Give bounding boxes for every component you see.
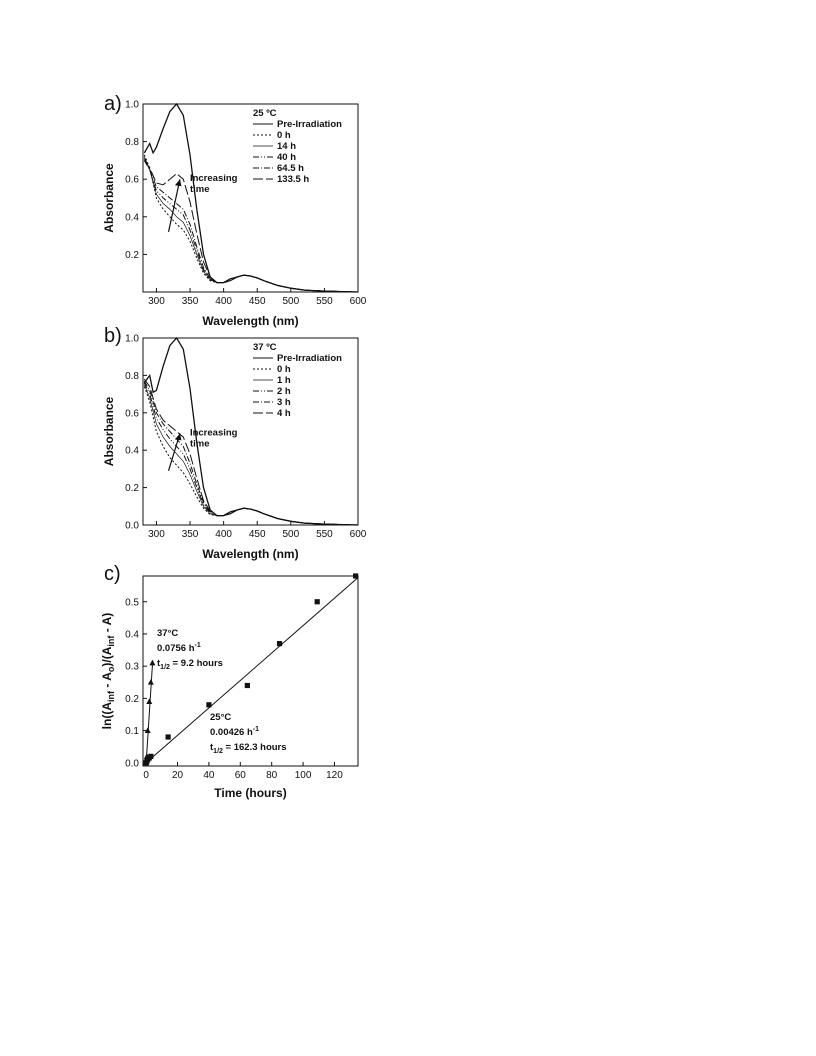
- legend-label: Pre-Irradiation: [277, 353, 342, 364]
- y-axis-title-part: ln((A: [100, 701, 114, 730]
- x-tick-label: 550: [316, 529, 333, 540]
- series-label-half-life: $t_{1/2} = 9.2$ hours: [157, 658, 223, 671]
- data-point-square: [353, 573, 358, 578]
- data-point-square: [166, 734, 171, 739]
- data-point-square: [277, 641, 282, 646]
- x-tick-label: 350: [181, 296, 199, 307]
- panel-b-absorbance-37c: [102, 325, 367, 561]
- y-axis-title-subscript: inf: [106, 690, 116, 702]
- series-line: [144, 385, 358, 525]
- legend-title: 25 ºC: [253, 108, 277, 119]
- y-axis-title: [100, 613, 116, 730]
- arrow-head: [175, 179, 182, 186]
- annotation-line2: time: [189, 184, 210, 196]
- half-life-subscript: 1/2: [160, 664, 170, 671]
- panel-a-absorbance-25c: [102, 93, 367, 328]
- x-tick-label: 80: [266, 770, 278, 781]
- x-tick-label: 0: [143, 770, 149, 781]
- fit-line: [146, 660, 153, 762]
- x-tick-label: 450: [248, 296, 266, 307]
- series-label-rate: 0.0756 $h^{-1}$: [157, 642, 201, 654]
- series-line: [144, 338, 358, 525]
- data-point-square: [315, 599, 320, 604]
- data-point-square: [206, 702, 211, 707]
- series-line: [144, 379, 358, 525]
- y-axis-title-subscript: o: [106, 666, 116, 673]
- y-tick-label: 0.4: [125, 445, 139, 457]
- series-label-half-life: $t_{1/2} = 162.3$ hours: [210, 742, 287, 755]
- y-axis-title-part: - A: [100, 672, 114, 691]
- x-tick-label: 20: [171, 770, 184, 781]
- x-axis-title: Wavelength (nm): [202, 547, 299, 561]
- legend-label: 3 h: [277, 397, 291, 408]
- annotation-line1: Increasing: [189, 173, 238, 185]
- y-tick-label: 0.0: [125, 758, 139, 770]
- x-tick-label: 40: [203, 770, 215, 781]
- x-tick-label: 550: [316, 296, 333, 307]
- data-point-triangle: [146, 698, 152, 704]
- panel-c-kinetics-plot: [100, 563, 358, 800]
- x-tick-label: 300: [148, 296, 165, 307]
- x-tick-label: 120: [326, 770, 343, 781]
- legend-label: 2 h: [277, 386, 291, 397]
- data-point-triangle: [148, 679, 154, 685]
- panel-letter: b): [104, 325, 122, 347]
- y-tick-label: 1.0: [125, 99, 139, 111]
- annotation-line1: Increasing: [189, 427, 238, 439]
- y-tick-label: 0.8: [125, 137, 139, 149]
- data-point-square: [245, 683, 250, 688]
- x-tick-label: 450: [248, 529, 266, 540]
- series-line: [144, 160, 358, 292]
- legend-label: 0 h: [277, 364, 291, 375]
- y-tick-label: 0.6: [125, 408, 139, 420]
- rate-unit-superscript: -1: [194, 642, 201, 649]
- plot-frame: [143, 104, 358, 292]
- y-tick-label: 0.8: [125, 370, 139, 382]
- panel-letter: a): [104, 93, 122, 115]
- legend-label: 0 h: [277, 130, 291, 141]
- y-axis-title: Absorbance: [102, 163, 116, 233]
- panel-letter: c): [104, 563, 121, 585]
- series-line: [144, 159, 358, 293]
- x-axis-title: Time (hours): [214, 786, 287, 800]
- x-tick-label: 500: [282, 529, 300, 540]
- series-line: [144, 381, 358, 525]
- y-axis-title-part: - A): [100, 612, 114, 636]
- x-tick-label: 600: [349, 529, 367, 540]
- half-life-value: = 162.3 hours: [222, 742, 287, 753]
- x-tick-label: 300: [148, 529, 165, 540]
- series-label-temp: 37°C: [157, 628, 179, 639]
- y-tick-label: 0.1: [125, 726, 139, 738]
- x-tick-label: 500: [282, 296, 300, 307]
- legend-label: 133.5 h: [277, 174, 310, 185]
- series-line: [144, 387, 358, 525]
- x-tick-label: 60: [234, 770, 246, 781]
- y-axis-title: Absorbance: [102, 396, 116, 467]
- y-tick-label: 0.2: [125, 249, 139, 261]
- series-label-rate: 0.00426 $h^{-1}$: [210, 726, 260, 738]
- x-tick-label: 400: [215, 296, 232, 307]
- y-axis-title-subscript: inf: [106, 635, 116, 647]
- x-tick-label: 100: [294, 770, 312, 781]
- annotation-line2: time: [189, 438, 210, 450]
- x-tick-label: 400: [215, 529, 232, 540]
- legend-label: Pre-Irradiation: [277, 119, 342, 130]
- y-tick-label: 0.2: [125, 483, 139, 495]
- series-line: [144, 155, 358, 292]
- y-tick-label: 0.4: [125, 212, 139, 224]
- rate-unit-superscript: -1: [252, 726, 260, 733]
- x-tick-label: 600: [349, 296, 367, 307]
- legend-label: 14 h: [277, 141, 297, 152]
- legend-label: 1 h: [277, 375, 291, 386]
- y-axis-title-part: )/(A: [100, 646, 114, 667]
- legend-label: 40 h: [277, 152, 297, 163]
- x-tick-label: 350: [181, 529, 199, 540]
- y-tick-label: 1.0: [125, 333, 139, 345]
- y-tick-label: 0.4: [125, 629, 139, 641]
- y-tick-label: 0.5: [125, 597, 139, 609]
- series-label-temp: 25°C: [210, 712, 232, 723]
- y-tick-label: 0.6: [125, 174, 139, 186]
- y-tick-label: 0.2: [125, 693, 139, 705]
- half-life-value: = 9.2 hours: [169, 658, 223, 669]
- legend-label: 64.5 h: [277, 163, 304, 174]
- y-tick-label: 0.0: [125, 520, 139, 532]
- y-tick-label: 0.3: [125, 661, 139, 673]
- series-line: [144, 157, 358, 292]
- legend-label: 4 h: [277, 408, 291, 419]
- legend-title: 37 ºC: [253, 342, 277, 353]
- series-line: [144, 160, 358, 292]
- data-point-triangle: [149, 660, 155, 666]
- data-point-square: [148, 754, 153, 759]
- x-axis-title: Wavelength (nm): [202, 314, 299, 328]
- half-life-subscript: 1/2: [213, 748, 223, 755]
- plot-frame: [143, 338, 358, 525]
